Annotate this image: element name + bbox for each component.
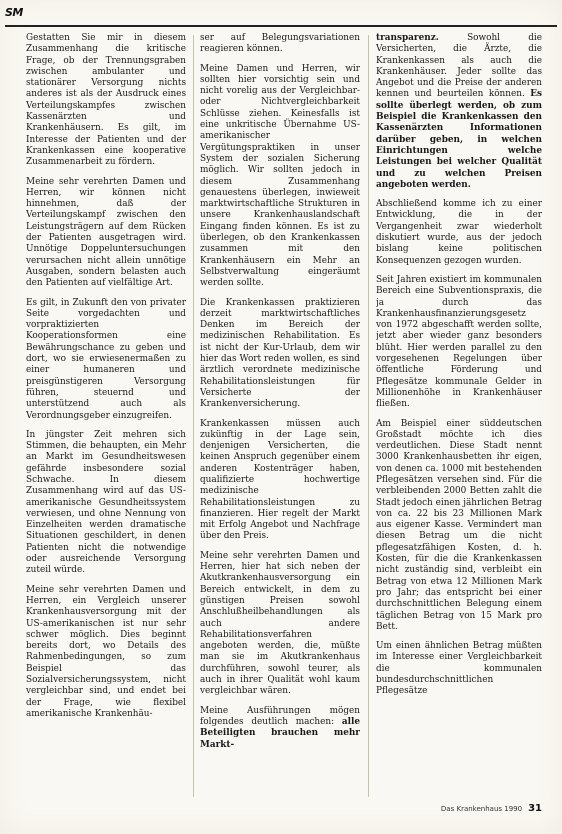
- paragraph: Meine sehr verehrten Damen und Herren, wir können nicht hinnehmen, daß der Verteilungskampf zwischen den Leistungsträgern auf dem Rücken der Patienten ausgetragen wird. Unnötige Doppeluntersuchungen verursachen nicht allein unnötige Ausgaben, sondern belasten auch den Patienten auf vielfältige Art.: [26, 176, 186, 289]
- paragraph: Die Krankenkassen praktizieren derzeit marktwirtschaftliches Denken im Bereich der medizinischen Rehabilitation. Es ist nicht der Kur-Urlaub, dem wir hier das Wort reden wollen, es sind ärztlich verordnete medizinische Rehabilitationsleistungen für Versicherte der Krankenversicherung.: [200, 297, 360, 410]
- page-number: 31: [528, 803, 542, 814]
- paragraph: Meine sehr verehrten Damen und Herren, ein Vergleich unserer Krankenhausversorgung mit der US-amerikanischen ist nur sehr schwer möglich. Dies beginnt bereits dort, wo Details des Rahmenbedingungen, so zum Beispiel das Sozialversicherungssystem, nicht vergleichbar sind, und endet bei der Frage, wie flexibel amerikanische Krankenhäu-: [26, 584, 186, 719]
- magazine-logo: SM: [5, 6, 23, 19]
- article-body: [26, 33, 546, 799]
- column-divider: [193, 35, 194, 797]
- paragraph: In jüngster Zeit mehren sich Stimmen, die behaupten, ein Mehr an Markt im Gesundheitswesen gefährde insbesondere sozial Schwache. In diesem Zusammenhang wird auf das US-amerikanische Gesundheitssystem verwiesen, und ohne Nennung von Einzelheiten werden dramatische Situationen geschildert, in denen Patienten nicht die notwendige oder ausreichende Versorgung zuteil würde.: [26, 429, 186, 576]
- text-column-3: [376, 33, 542, 799]
- paragraph: Gestatten Sie mir in diesem Zusammenhang die kritische Frage, ob der Trennungsgraben zwischen ambulanter und stationärer Versorgung nichts anderes ist als der Ausdruck eines Verteilungskampfes zwischen Kassenärzten und Krankenhäusern. Es gilt, im Interesse der Patienten und der Krankenkassen eine kooperative Zusammenarbeit zu fördern.: [26, 33, 186, 168]
- paragraph: Meine sehr verehrten Damen und Herren, hier hat sich neben der Akutkrankenhausversorgung ein Bereich entwickelt, in dem zu günstigen Preisen sowohl Anschlußheilbehandlungen als auch andere Rehabilitationsverfahren angeboten werden, die, müßte man sie im Akutkrankenhaus durchführen, sowohl teurer, als auch in ihrer Qualität wohl kaum vergleichbar wären.: [200, 550, 360, 697]
- column-divider: [368, 35, 369, 797]
- bold-emphasis: Es sollte überlegt werden, ob zum Beispiel die Krankenkassen den Kassenärzten Informationen darüber geben, in welchen Einrichtungen welche Leistungen bei welcher Qualität und zu welchen Preisen angeboten werden.: [376, 89, 542, 190]
- paragraph: Abschließend komme ich zu einer Entwicklung, die in der Vergangenheit zwar wiederholt diskutiert wurde, aus der jedoch bislang keine politischen Konsequenzen gezogen wurden.: [376, 199, 542, 266]
- text-column-1: [26, 33, 186, 799]
- bold-emphasis: transparenz.: [376, 33, 439, 43]
- paragraph: Meine Damen und Herren, wir sollten hier vorsichtig sein und nicht vorelig aus der Vergleichbar- oder Nichtvergleichbarkeit Schlüsse ziehen. Keinesfalls ist eine unkritische Übernahme US-amerikanischer Vergütungspraktiken in unser System der sozialen Sicherung möglich. Wir sollten jedoch in diesem Zusammenhang genauestens überlegen, inwieweit marktwirtschaftliche Strukturen in unsere Krankenhauslandschaft Eingang finden können. Es ist zu überlegen, ob den Krankenkassen zusammen mit den Krankenhäusern ein Mehr an Selbstverwaltung eingeräumt werden sollte.: [200, 63, 360, 289]
- page-footer: [441, 803, 542, 814]
- paragraph: ser auf Belegungsvariationen reagieren können.: [200, 33, 360, 55]
- paragraph: [200, 706, 360, 751]
- footer-source: Das Krankenhaus 1990: [440, 805, 523, 813]
- paragraph: Seit Jahren existiert im kommunalen Bereich eine Subventionspraxis, die ja durch das Krankenhausfinanzierungsgesetz von 1972 abgeschafft werden sollte, jetzt aber wieder ganz besonders blüht. Hier werden parallel zu den vorgesehenen Regelungen über öffentliche Förderung und Pflegesätze kommunale Gelder in Millionenhöhe in Krankenhäuser fließen.: [376, 274, 542, 410]
- paragraph-text: Sowohl die Versicherten, die Ärzte, die Krankenkassen als auch die Krankenhäuser. Jeder sollte das Angebot und die Preise der anderen kennen und beurteilen können.: [376, 33, 542, 100]
- paragraph: Es gilt, in Zukunft den von privater Seite vorgedachten und vorpraktizierten Kooperationsformen eine Bewährungschance zu geben und dort, wo sie erwiesenermaßen zu einer humaneren und preisgünstigeren Versorgung führen, steuernd und unterstützend auch als Verordnungsgeber einzugreifen.: [26, 297, 186, 421]
- text-column-2: [200, 33, 360, 799]
- paragraph: [376, 33, 542, 191]
- header-rule: [5, 25, 557, 27]
- paragraph-text: Meine Ausführungen mögen folgendes deutlich machen:: [200, 705, 360, 727]
- paragraph: Krankenkassen müssen auch zukünftig in der Lage sein, denjenigen Versicherten, die keinen Anspruch gegenüber einem anderen Kostenträger haben, qualifizierte hochwertige medizinische Rehabilitationsleistungen zu finanzieren. Hier regelt der Markt mit Erfolg Angebot und Nachfrage über den Preis.: [200, 418, 360, 542]
- paragraph: Um einen ähnlichen Betrag müßten im Interesse einer Vergleichbarkeit die kommunalen bundesdurchschnittlichen Pflegesätze: [376, 641, 542, 697]
- bold-emphasis: alle Beteiligten brauchen mehr Markt-: [200, 716, 360, 750]
- paragraph: Am Beispiel einer süddeutschen Großstadt möchte ich dies verdeutlichen. Diese Stadt nennt 3000 Krankenhausbetten ihr eigen, von denen ca. 1000 mit bestehenden Pflegesätzen versehen sind. Für die verbleibenden 2000 Betten zahlt die Stadt jedoch einen jährlichen Betrag von ca. 22 bis 23 Millionen Mark aus eigener Kasse. Vermindert man diesen Betrag um die nicht pflegesatzfähigen Kosten, d. h. Kosten, für die die Krankenkassen nicht zuständig sind, verbleibt ein Betrag von etwa 12 Millionen Mark pro Jahr; das entspricht bei einer durchschnittlichen Belegung einem täglichen Betrag von 15 Mark pro Bett.: [376, 418, 542, 632]
